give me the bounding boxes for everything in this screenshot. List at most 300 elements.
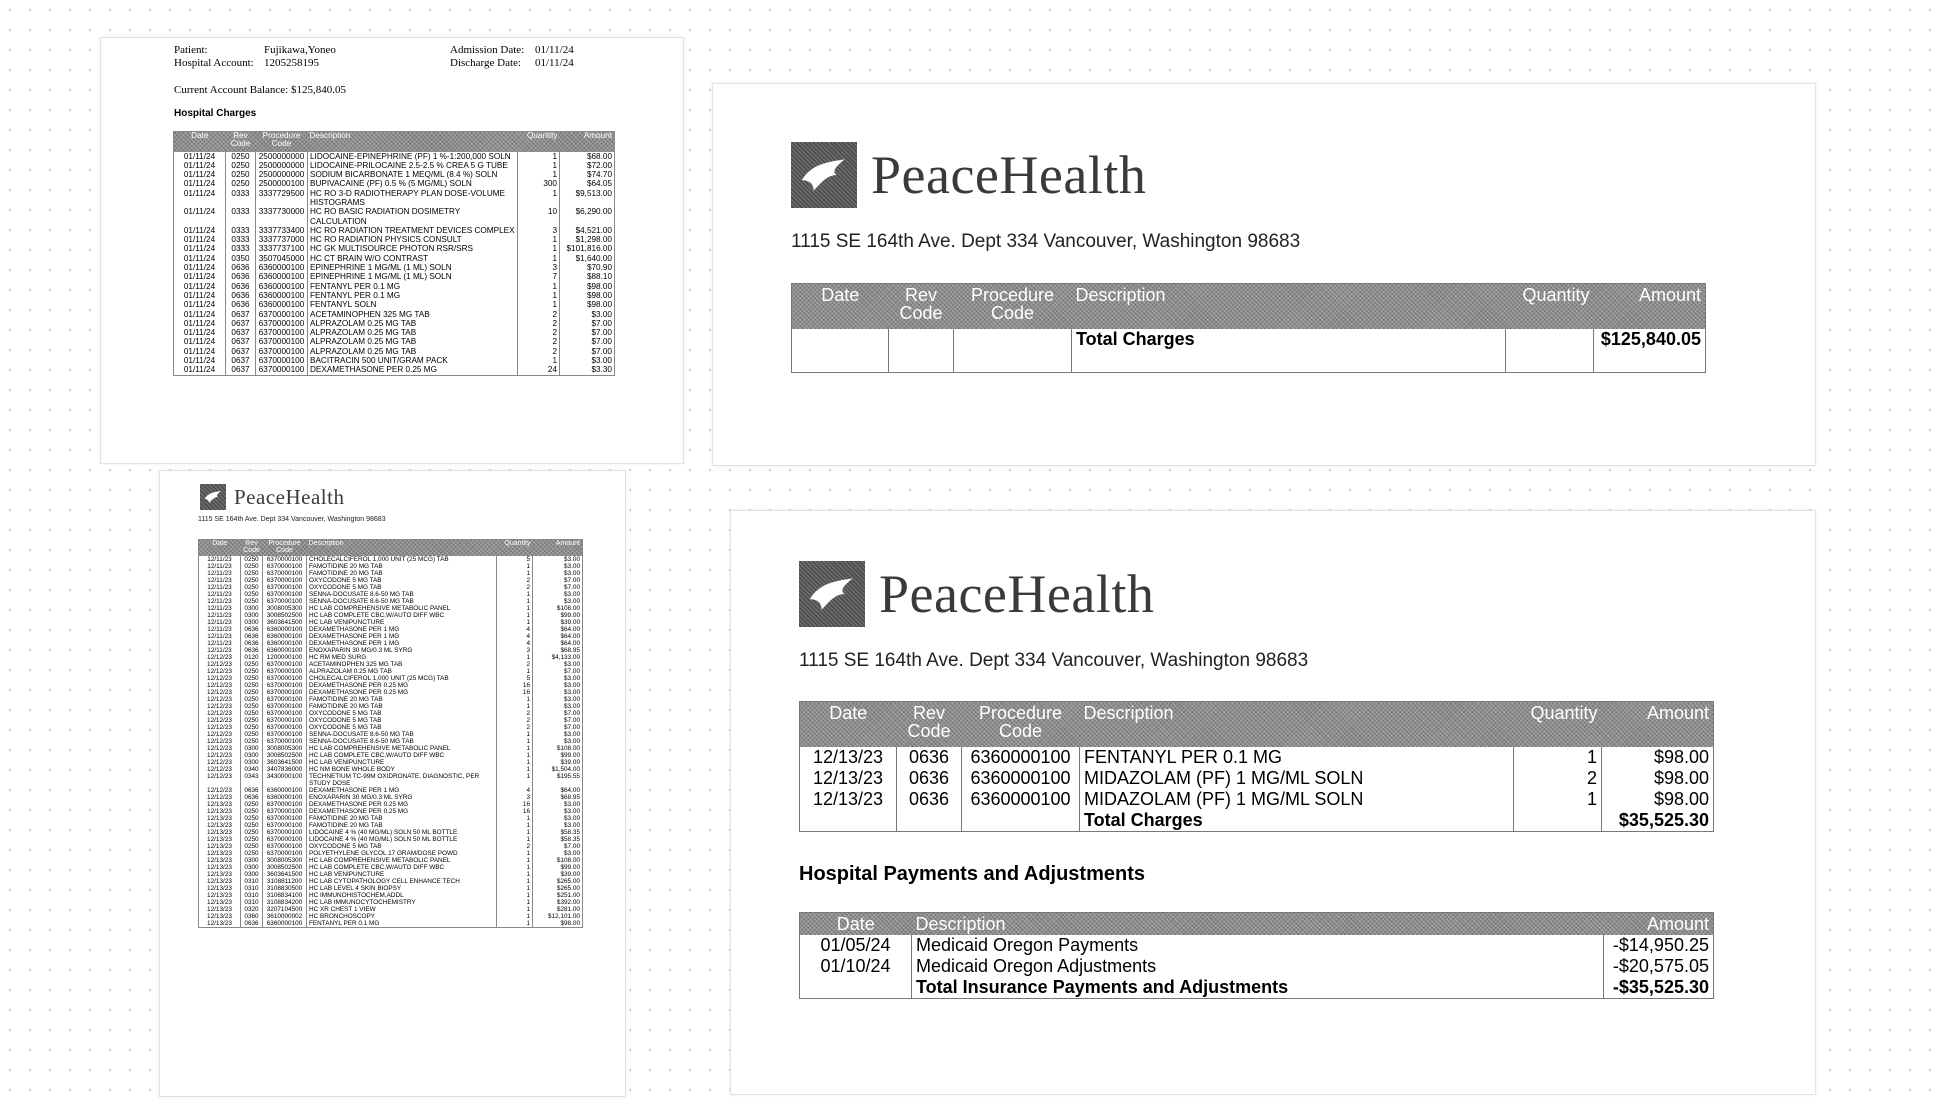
cell-description: DEXAMETHASONE PER 0.25 MG bbox=[307, 801, 497, 808]
cell-quantity: 1 bbox=[497, 773, 533, 787]
cell-amount: $99.00 bbox=[533, 752, 583, 759]
cell-procedure-code: 6360000100 bbox=[256, 263, 308, 272]
col-description: Description bbox=[1075, 285, 1166, 305]
cell-description: FAMOTIDINE 20 MG TAB bbox=[307, 563, 497, 570]
table-row bbox=[174, 272, 615, 281]
cell-description: DEXAMETHASONE PER 1 MG bbox=[307, 626, 497, 633]
cell-quantity: 1 bbox=[497, 598, 533, 605]
cell-date: 12/12/23 bbox=[207, 716, 232, 724]
cell-amount: $9,513.00 bbox=[560, 189, 615, 208]
cell-amount: $4,133.00 bbox=[533, 654, 583, 661]
cell-procedure-code: 3008502500 bbox=[263, 864, 307, 871]
cell-rev-code: 0310 bbox=[241, 892, 263, 899]
table-row bbox=[199, 738, 583, 745]
cell-description: ACETAMINOPHEN 325 MG TAB bbox=[307, 661, 497, 668]
cell-rev-code: 0250 bbox=[241, 801, 263, 808]
table-row bbox=[199, 612, 583, 619]
cell-quantity: 16 bbox=[497, 689, 533, 696]
table-row bbox=[199, 745, 583, 752]
logo-text: PeaceHealth bbox=[234, 484, 345, 509]
cell-amount: $251.00 bbox=[533, 892, 583, 899]
col-description: Description bbox=[309, 131, 351, 140]
cell-quantity: 1 bbox=[518, 300, 560, 309]
account-value: 1205258195 bbox=[264, 57, 319, 69]
cell-procedure-code: 6370000100 bbox=[263, 836, 307, 843]
cell-amount: $68.95 bbox=[533, 647, 583, 654]
cell-quantity: 1 bbox=[497, 836, 533, 843]
cell-procedure-code: 6360000100 bbox=[256, 300, 308, 309]
cell-procedure-code: 6370000100 bbox=[263, 696, 307, 703]
cell-amount: $3.00 bbox=[533, 815, 583, 822]
cell-date: 12/11/23 bbox=[207, 611, 232, 619]
cell-date: 12/11/23 bbox=[207, 555, 232, 563]
table-row bbox=[800, 768, 1714, 789]
cell-date: 01/11/24 bbox=[183, 290, 216, 300]
cell-quantity: 24 bbox=[518, 365, 560, 375]
col-payment-amount: Amount bbox=[1646, 914, 1709, 934]
cell-procedure-code: 2500000000 bbox=[256, 161, 308, 170]
cell-amount: $72.00 bbox=[560, 161, 615, 170]
cell-date: 12/12/23 bbox=[207, 758, 232, 766]
col-date: Date bbox=[829, 703, 868, 723]
cell-procedure-code: 6370000100 bbox=[263, 689, 307, 696]
cell-procedure-code: 6360000100 bbox=[962, 768, 1080, 789]
table-row bbox=[174, 300, 615, 309]
cell-amount: $108.00 bbox=[533, 605, 583, 612]
cell-date: 12/11/23 bbox=[207, 562, 232, 570]
statement-page-3 bbox=[712, 83, 1816, 466]
table-row bbox=[199, 773, 583, 787]
cell-date: 01/10/24 bbox=[820, 955, 891, 976]
cell-date: 01/11/24 bbox=[183, 318, 216, 328]
cell-rev-code: 0250 bbox=[241, 843, 263, 850]
cell-description: HC LAB LEVEL 4 SKIN BIOPSY bbox=[307, 885, 497, 892]
cell-description: EPINEPHRINE 1 MG/ML (1 ML) SOLN bbox=[308, 272, 518, 281]
cell-date: 12/13/23 bbox=[207, 849, 232, 857]
cell-amount: $3.00 bbox=[533, 808, 583, 815]
peacehealth-logo bbox=[799, 561, 1154, 627]
cell-procedure-code: 6360000100 bbox=[962, 747, 1080, 768]
cell-procedure-code: 6370000100 bbox=[256, 365, 308, 375]
cell-description: SENNA-DOCUSATE 8.6-50 MG TAB bbox=[307, 731, 497, 738]
table-row bbox=[174, 319, 615, 328]
cell-date: 12/11/23 bbox=[207, 639, 232, 647]
col-amount: Amount bbox=[583, 131, 612, 140]
cell-amount: $99.00 bbox=[533, 864, 583, 871]
cell-amount: $3.00 bbox=[533, 801, 583, 808]
account-balance: Current Account Balance: $125,840.05 bbox=[174, 84, 346, 96]
col-description: Description bbox=[308, 540, 344, 547]
charges-rows-final bbox=[800, 747, 1714, 810]
cell-procedure-code: 6360000100 bbox=[256, 291, 308, 300]
cell-amount: $98.00 bbox=[533, 920, 583, 928]
cell-procedure-code: 6370000100 bbox=[263, 801, 307, 808]
cell-rev-code: 0310 bbox=[241, 885, 263, 892]
cell-rev-code: 0300 bbox=[241, 612, 263, 619]
cell-description: OXYCODONE 5 MG TAB bbox=[307, 584, 497, 591]
cell-description: ENOXAPARIN 30 MG/0.3 ML SYRG bbox=[307, 794, 497, 801]
cell-description: HC LAB CYTOPATHOLOGY CELL ENHANCE TECH bbox=[307, 878, 497, 885]
cell-amount: $195.55 bbox=[533, 773, 583, 787]
cell-date: 12/13/23 bbox=[207, 863, 232, 871]
table-row bbox=[174, 282, 615, 291]
cell-quantity: 1 bbox=[497, 864, 533, 871]
col-procedure-code: Procedure Code bbox=[268, 540, 301, 554]
cell-rev-code: 0333 bbox=[226, 235, 256, 244]
cell-date: 12/12/23 bbox=[207, 709, 232, 717]
cell-description: FAMOTIDINE 20 MG TAB bbox=[307, 815, 497, 822]
table-row bbox=[174, 263, 615, 272]
cell-quantity: 1 bbox=[518, 244, 560, 253]
total-charges-row bbox=[792, 329, 1706, 373]
cell-rev-code: 0250 bbox=[241, 668, 263, 675]
cell-procedure-code: 3603641500 bbox=[263, 759, 307, 766]
cell-quantity: 1 bbox=[497, 654, 533, 661]
cell-procedure-code: 3407836000 bbox=[263, 766, 307, 773]
col-date: Date bbox=[821, 285, 860, 305]
cell-quantity: 1 bbox=[497, 885, 533, 892]
table-row bbox=[199, 808, 583, 815]
cell-description: OXYCODONE 5 MG TAB bbox=[307, 710, 497, 717]
cell-date: 01/11/24 bbox=[183, 207, 216, 217]
cell-rev-code: 0637 bbox=[226, 319, 256, 328]
cell-rev-code: 0636 bbox=[897, 768, 962, 789]
patient-label: Patient: bbox=[174, 44, 208, 56]
cell-quantity: 1 bbox=[518, 282, 560, 291]
cell-rev-code: 0300 bbox=[241, 871, 263, 878]
cell-description: DEXAMETHASONE PER 1 MG bbox=[307, 640, 497, 647]
table-row bbox=[199, 584, 583, 591]
cell-date: 12/12/23 bbox=[207, 695, 232, 703]
col-payment-description: Description bbox=[915, 914, 1006, 934]
col-amount: Amount bbox=[555, 540, 580, 547]
cell-rev-code: 0637 bbox=[226, 328, 256, 337]
cell-amount: $1,298.00 bbox=[560, 235, 615, 244]
statement-page-2 bbox=[159, 470, 626, 1097]
cell-rev-code: 0350 bbox=[226, 254, 256, 263]
cell-quantity: 4 bbox=[497, 640, 533, 647]
col-date: Date bbox=[191, 131, 209, 140]
cell-rev-code: 0340 bbox=[241, 766, 263, 773]
address: 1115 SE 164th Ave. Dept 334 Vancouver, Washington 98683 bbox=[791, 231, 1301, 252]
cell-amount: $98.00 bbox=[1602, 747, 1714, 768]
table-row bbox=[174, 179, 615, 188]
table-row bbox=[174, 235, 615, 244]
cell-amount: $74.70 bbox=[560, 170, 615, 179]
cell-amount: $265.00 bbox=[533, 878, 583, 885]
cell-amount: $7.00 bbox=[533, 577, 583, 584]
cell-procedure-code: 3610000002 bbox=[263, 913, 307, 920]
cell-quantity: 1 bbox=[497, 605, 533, 612]
cell-rev-code: 0333 bbox=[226, 244, 256, 253]
cell-quantity: 1 bbox=[518, 189, 560, 208]
table-row bbox=[199, 654, 583, 661]
cell-description: BACITRACIN 500 UNIT/GRAM PACK bbox=[308, 356, 518, 365]
cell-quantity: 2 bbox=[497, 584, 533, 591]
cell-amount: $3.00 bbox=[533, 850, 583, 857]
cell-procedure-code: 6370000100 bbox=[263, 577, 307, 584]
cell-date: 01/11/24 bbox=[183, 179, 216, 189]
cell-rev-code: 0637 bbox=[226, 310, 256, 319]
cell-date: 12/12/23 bbox=[207, 723, 232, 731]
cell-quantity: 1 bbox=[497, 766, 533, 773]
cell-amount: $3.00 bbox=[533, 689, 583, 696]
dove-logo-icon bbox=[791, 142, 857, 208]
cell-rev-code: 0250 bbox=[241, 577, 263, 584]
cell-description: HC LAB COMPREHENSIVE METABOLIC PANEL bbox=[307, 605, 497, 612]
cell-amount: $64.00 bbox=[533, 787, 583, 794]
cell-rev-code: 0250 bbox=[241, 731, 263, 738]
cell-quantity: 1 bbox=[497, 591, 533, 598]
cell-date: 12/13/23 bbox=[207, 835, 232, 843]
cell-description: LIDOCAINE 4 % (40 MG/ML) SOLN 50 ML BOTTLE bbox=[307, 829, 497, 836]
cell-quantity: 1 bbox=[497, 829, 533, 836]
table-row bbox=[800, 956, 1714, 977]
cell-rev-code: 0300 bbox=[241, 605, 263, 612]
cell-quantity: 1 bbox=[497, 703, 533, 710]
cell-procedure-code: 6370000100 bbox=[256, 356, 308, 365]
cell-description: FAMOTIDINE 20 MG TAB bbox=[307, 822, 497, 829]
cell-date: 01/11/24 bbox=[183, 263, 216, 273]
table-row bbox=[199, 668, 583, 675]
table-row bbox=[199, 570, 583, 577]
cell-description: HC XR CHEST 1 VIEW bbox=[307, 906, 497, 913]
charges-table-final bbox=[799, 701, 1714, 832]
cell-quantity: 10 bbox=[518, 207, 560, 226]
cell-date: 12/11/23 bbox=[207, 597, 232, 605]
cell-date: 12/13/23 bbox=[207, 800, 232, 808]
cell-quantity: 2 bbox=[518, 337, 560, 346]
cell-date: 12/13/23 bbox=[207, 807, 232, 815]
cell-procedure-code: 6370000100 bbox=[263, 717, 307, 724]
cell-description: CHOLECALCIFEROL 1,000 UNIT (25 MCG) TAB bbox=[307, 556, 497, 563]
cell-amount: $70.90 bbox=[560, 263, 615, 272]
cell-rev-code: 0250 bbox=[241, 570, 263, 577]
cell-rev-code: 0250 bbox=[241, 598, 263, 605]
cell-quantity: 1 bbox=[497, 668, 533, 675]
cell-procedure-code: 3008005300 bbox=[263, 605, 307, 612]
table-row bbox=[199, 689, 583, 696]
cell-rev-code: 0250 bbox=[241, 822, 263, 829]
table-row bbox=[199, 563, 583, 570]
cell-amount: $4,521.00 bbox=[560, 226, 615, 235]
cell-description: DEXAMETHASONE PER 0.25 MG bbox=[308, 365, 518, 375]
cell-date: 01/11/24 bbox=[183, 309, 216, 319]
cell-rev-code: 0636 bbox=[226, 300, 256, 309]
cell-date: 12/13/23 bbox=[207, 828, 232, 836]
table-row bbox=[174, 365, 615, 375]
cell-amount: $7.00 bbox=[533, 710, 583, 717]
cell-description: HC NM BONE WHOLE BODY bbox=[307, 766, 497, 773]
table-row bbox=[199, 647, 583, 654]
cell-procedure-code: 3430000100 bbox=[263, 773, 307, 787]
cell-date: 01/11/24 bbox=[183, 337, 216, 347]
cell-quantity: 1 bbox=[1514, 789, 1602, 810]
col-amount: Amount bbox=[1638, 285, 1701, 305]
admission-info bbox=[450, 44, 574, 70]
table-row bbox=[199, 899, 583, 906]
cell-date: 12/12/23 bbox=[207, 793, 232, 801]
table-row bbox=[199, 829, 583, 836]
table-row bbox=[199, 843, 583, 850]
cell-quantity: 1 bbox=[497, 913, 533, 920]
total-charges-value: $35,525.30 bbox=[1602, 810, 1714, 832]
cell-date: 12/12/23 bbox=[207, 744, 232, 752]
cell-rev-code: 0636 bbox=[241, 794, 263, 801]
cell-rev-code: 0636 bbox=[241, 633, 263, 640]
cell-amount: $3.00 bbox=[533, 822, 583, 829]
cell-amount: $58.35 bbox=[533, 836, 583, 843]
cell-quantity: 3 bbox=[518, 226, 560, 235]
cell-procedure-code: 6370000100 bbox=[263, 570, 307, 577]
cell-procedure-code: 3603641500 bbox=[263, 619, 307, 626]
cell-procedure-code: 6370000100 bbox=[263, 556, 307, 563]
payments-total-label: Total Insurance Payments and Adjustments bbox=[912, 977, 1604, 999]
cell-description: HC LAB VENIPUNCTURE bbox=[307, 759, 497, 766]
cell-quantity: 4 bbox=[497, 633, 533, 640]
table-row bbox=[199, 801, 583, 808]
col-amount: Amount bbox=[1646, 703, 1709, 723]
patient-info bbox=[174, 44, 336, 70]
cell-amount: $3.00 bbox=[560, 310, 615, 319]
cell-quantity: 16 bbox=[497, 808, 533, 815]
cell-quantity: 1 bbox=[497, 920, 533, 928]
hospital-charges-title: Hospital Charges bbox=[174, 108, 257, 119]
cell-amount: $64.00 bbox=[533, 633, 583, 640]
cell-amount: $3.00 bbox=[533, 598, 583, 605]
cell-rev-code: 0636 bbox=[241, 640, 263, 647]
cell-date: 12/13/23 bbox=[812, 746, 884, 767]
cell-procedure-code: 3337737100 bbox=[256, 244, 308, 253]
col-description: Description bbox=[1083, 703, 1174, 723]
cell-amount: $7.00 bbox=[533, 584, 583, 591]
cell-amount: $7.00 bbox=[533, 843, 583, 850]
dove-logo-icon bbox=[200, 484, 226, 510]
table-row bbox=[174, 328, 615, 337]
cell-description: DEXAMETHASONE PER 0.25 MG bbox=[307, 682, 497, 689]
cell-rev-code: 0636 bbox=[226, 263, 256, 272]
table-row bbox=[199, 696, 583, 703]
cell-rev-code: 0250 bbox=[241, 584, 263, 591]
cell-rev-code: 0636 bbox=[897, 747, 962, 768]
cell-quantity: 2 bbox=[497, 717, 533, 724]
cell-rev-code: 0120 bbox=[241, 654, 263, 661]
cell-description: HC RO 3-D RADIOTHERAPY PLAN DOSE-VOLUME HISTOGRAMS bbox=[308, 189, 518, 208]
cell-procedure-code: 3337730000 bbox=[256, 207, 308, 226]
cell-rev-code: 0636 bbox=[226, 291, 256, 300]
cell-procedure-code: 6370000100 bbox=[263, 668, 307, 675]
cell-rev-code: 0343 bbox=[241, 773, 263, 787]
table-row bbox=[199, 913, 583, 920]
cell-quantity: 1 bbox=[497, 815, 533, 822]
cell-description: DEXAMETHASONE PER 1 MG bbox=[307, 633, 497, 640]
cell-description: FENTANYL PER 0.1 MG bbox=[307, 920, 497, 928]
cell-quantity: 5 bbox=[497, 675, 533, 682]
table-row bbox=[199, 857, 583, 864]
cell-quantity: 1 bbox=[518, 291, 560, 300]
cell-quantity: 1 bbox=[518, 235, 560, 244]
cell-procedure-code: 3008005300 bbox=[263, 745, 307, 752]
cell-amount: $98.00 bbox=[1602, 789, 1714, 810]
table-row bbox=[199, 724, 583, 731]
cell-rev-code: 0333 bbox=[226, 189, 256, 208]
cell-description: LIDOCAINE-PRILOCAINE 2.5-2.5 % CREA 5 G TUBE bbox=[308, 161, 518, 170]
cell-quantity: 1 bbox=[497, 906, 533, 913]
table-row bbox=[199, 885, 583, 892]
total-charges-value: $125,840.05 bbox=[1594, 329, 1706, 373]
cell-amount: $58.35 bbox=[533, 829, 583, 836]
cell-date: 12/13/23 bbox=[207, 842, 232, 850]
col-procedure-code: Procedure Code bbox=[262, 131, 301, 149]
cell-procedure-code: 3008005300 bbox=[263, 857, 307, 864]
cell-quantity: 1 bbox=[497, 570, 533, 577]
cell-date: 01/11/24 bbox=[183, 281, 216, 291]
cell-date: 01/11/24 bbox=[183, 328, 216, 338]
col-rev-code: Rev Code bbox=[243, 540, 260, 554]
cell-rev-code: 0250 bbox=[241, 703, 263, 710]
cell-rev-code: 0250 bbox=[241, 738, 263, 745]
cell-date: 12/12/23 bbox=[207, 702, 232, 710]
cell-procedure-code: 6370000100 bbox=[263, 598, 307, 605]
cell-quantity: 2 bbox=[518, 328, 560, 337]
cell-amount: $7.00 bbox=[560, 337, 615, 346]
col-quantity: Quantity bbox=[1522, 285, 1590, 305]
cell-date: 01/11/24 bbox=[183, 160, 216, 170]
cell-date: 01/11/24 bbox=[183, 272, 216, 282]
table-row bbox=[174, 170, 615, 179]
cell-amount: $39.00 bbox=[533, 619, 583, 626]
table-row bbox=[800, 789, 1714, 810]
table-row bbox=[199, 619, 583, 626]
table-row bbox=[199, 759, 583, 766]
cell-procedure-code: 6370000100 bbox=[256, 328, 308, 337]
cell-rev-code: 0300 bbox=[241, 864, 263, 871]
cell-quantity: 1 bbox=[497, 619, 533, 626]
cell-amount: $3.00 bbox=[533, 703, 583, 710]
cell-quantity: 16 bbox=[497, 682, 533, 689]
cell-description: SENNA-DOCUSATE 8.6-50 MG TAB bbox=[307, 598, 497, 605]
cell-date: 12/13/23 bbox=[207, 821, 232, 829]
cell-rev-code: 0250 bbox=[241, 808, 263, 815]
table-row bbox=[174, 226, 615, 235]
discharge-value: 01/11/24 bbox=[535, 57, 574, 69]
cell-amount: $64.05 bbox=[560, 179, 615, 188]
cell-rev-code: 0300 bbox=[241, 857, 263, 864]
peacehealth-logo bbox=[200, 484, 344, 510]
cell-description: FAMOTIDINE 20 MG TAB bbox=[307, 703, 497, 710]
cell-description: OXYCODONE 5 MG TAB bbox=[307, 724, 497, 731]
cell-amount: $3.00 bbox=[533, 591, 583, 598]
cell-quantity: 3 bbox=[497, 794, 533, 801]
cell-description: HC RO RADIATION TREATMENT DEVICES COMPLEX bbox=[308, 226, 518, 235]
cell-date: 12/11/23 bbox=[207, 569, 232, 577]
cell-quantity: 2 bbox=[518, 347, 560, 356]
cell-amount: $39.00 bbox=[533, 759, 583, 766]
cell-date: 12/12/23 bbox=[207, 653, 232, 661]
cell-rev-code: 0250 bbox=[241, 829, 263, 836]
cell-date: 01/11/24 bbox=[183, 188, 216, 198]
cell-procedure-code: 3108811200 bbox=[263, 878, 307, 885]
address: 1115 SE 164th Ave. Dept 334 Vancouver, Washington 98683 bbox=[198, 516, 386, 523]
cell-procedure-code: 6360000100 bbox=[256, 282, 308, 291]
cell-procedure-code: 6370000100 bbox=[263, 682, 307, 689]
cell-date: 01/11/24 bbox=[183, 151, 216, 161]
cell-rev-code: 0636 bbox=[897, 789, 962, 810]
cell-procedure-code: 3108834100 bbox=[263, 892, 307, 899]
cell-procedure-code: 2500000000 bbox=[256, 170, 308, 179]
cell-procedure-code: 6370000100 bbox=[263, 724, 307, 731]
cell-date: 12/11/23 bbox=[207, 604, 232, 612]
